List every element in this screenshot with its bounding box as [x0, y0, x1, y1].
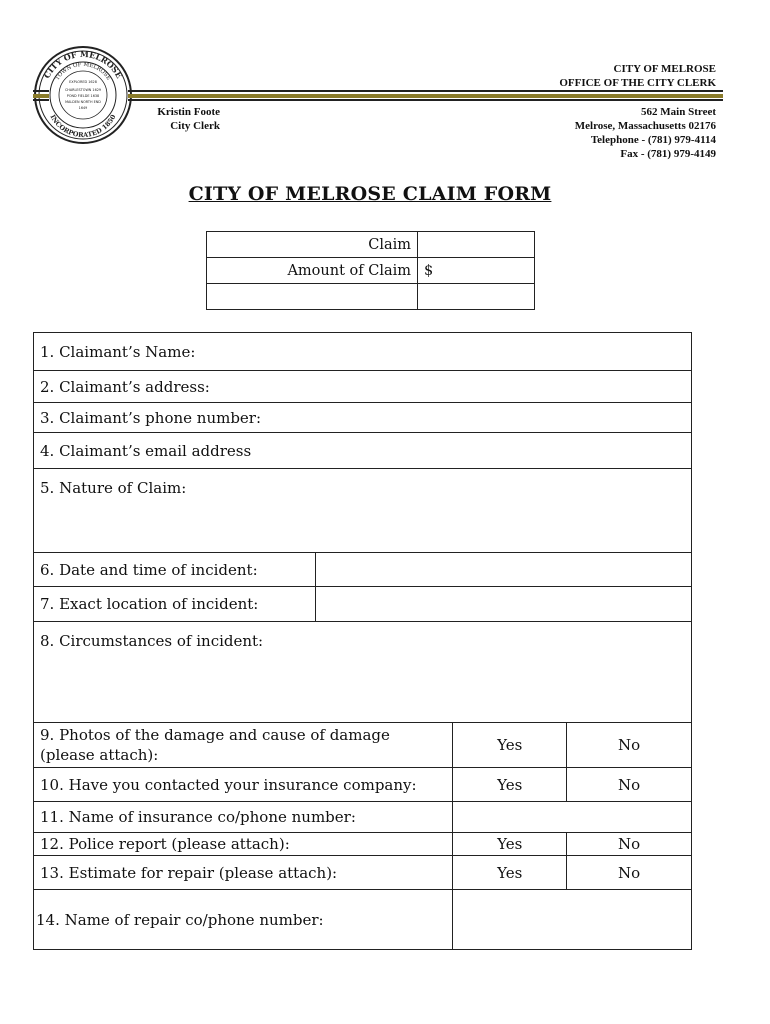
office-name: OFFICE OF THE CITY CLERK	[559, 77, 716, 89]
insurance-company-field[interactable]	[453, 802, 692, 833]
seal-ring-mid-text: TOWN OF MELROSE	[54, 61, 112, 82]
clerk-title: City Clerk	[170, 120, 220, 132]
nature-of-claim-field[interactable]	[34, 469, 692, 553]
currency-symbol: $	[424, 262, 434, 279]
incident-location-field[interactable]	[315, 587, 691, 622]
claim-summary-table	[206, 231, 535, 310]
claim-form-table	[33, 332, 692, 950]
repair-estimate-no-option[interactable]: No	[567, 856, 692, 890]
seal-center-line: POND FIELDE 1638	[66, 94, 100, 98]
seal-center-line: EXPLORED 1628	[69, 80, 97, 84]
claimant-name-label: 1. Claimant’s Name:	[40, 342, 196, 361]
seal-center-line: 1649	[78, 106, 88, 110]
incident-date-field[interactable]	[315, 553, 691, 587]
claim-label: Claim	[207, 232, 418, 258]
police-report-label: 12. Police report (please attach):	[34, 833, 453, 856]
insurance-yes-option[interactable]: Yes	[453, 768, 567, 802]
amount-field[interactable]	[418, 258, 535, 284]
seal-ring-bottom-text: INCORPORATED 1850	[48, 113, 118, 140]
photos-yes-option[interactable]: Yes	[453, 723, 567, 768]
repair-estimate-label: 13. Estimate for repair (please attach):	[34, 856, 453, 890]
repair-company-label: 14. Name of repair co/phone number:	[34, 890, 453, 950]
photos-question	[34, 723, 453, 768]
nature-of-claim-label: 5. Nature of Claim:	[40, 479, 187, 497]
blank-label-cell	[207, 284, 418, 310]
header-rules	[33, 88, 723, 104]
insurance-company-label: 11. Name of insurance co/phone number:	[34, 802, 453, 833]
clerk-block	[120, 105, 220, 133]
police-report-no-option[interactable]: No	[567, 833, 692, 856]
circumstances-field[interactable]	[34, 622, 692, 723]
repair-estimate-yes-option[interactable]: Yes	[453, 856, 567, 890]
incident-date-label: 6. Date and time of incident:	[34, 553, 316, 587]
incident-location-label: 7. Exact location of incident:	[34, 587, 316, 622]
claimant-name-field[interactable]	[34, 333, 692, 371]
clerk-name: Kristin Foote	[157, 106, 220, 118]
seal-center-line: MALDEN NORTH END	[65, 100, 101, 104]
insurance-no-option[interactable]: No	[567, 768, 692, 802]
claimant-phone-label: 3. Claimant’s phone number:	[40, 408, 262, 427]
org-name: CITY OF MELROSE	[613, 63, 716, 75]
insurance-contacted-label: 10. Have you contacted your insurance company:	[34, 768, 453, 802]
seal-center-line: CHARLESTOWN 1629	[64, 88, 102, 92]
photos-label: 9. Photos of the damage and cause of damage	[40, 726, 390, 744]
page-title: CITY OF MELROSE CLAIM FORM	[188, 183, 552, 205]
fax-number: Fax - (781) 979-4149	[620, 148, 716, 160]
claimant-phone-field[interactable]	[34, 403, 692, 433]
repair-company-field[interactable]	[453, 890, 692, 950]
police-report-yes-option[interactable]: Yes	[453, 833, 567, 856]
phone-number: Telephone - (781) 979-4114	[590, 134, 716, 146]
address-block	[575, 105, 716, 161]
claimant-email-label: 4. Claimant’s email address	[40, 441, 252, 460]
address-street: 562 Main Street	[641, 106, 716, 118]
seal-ring-top-text: CITY OF MELROSE	[41, 48, 125, 80]
office-heading	[559, 62, 716, 90]
claimant-email-field[interactable]	[34, 433, 692, 469]
claim-field[interactable]	[418, 232, 535, 258]
claimant-address-label: 2. Claimant’s address:	[40, 377, 210, 396]
claimant-address-field[interactable]	[34, 371, 692, 403]
address-city: Melrose, Massachusetts 02176	[574, 120, 716, 132]
photos-no-option[interactable]: No	[567, 723, 692, 768]
circumstances-label: 8. Circumstances of incident:	[40, 632, 264, 650]
photos-sublabel: (please attach):	[40, 746, 159, 764]
amount-label: Amount of Claim	[207, 258, 418, 284]
blank-field[interactable]	[418, 284, 535, 310]
